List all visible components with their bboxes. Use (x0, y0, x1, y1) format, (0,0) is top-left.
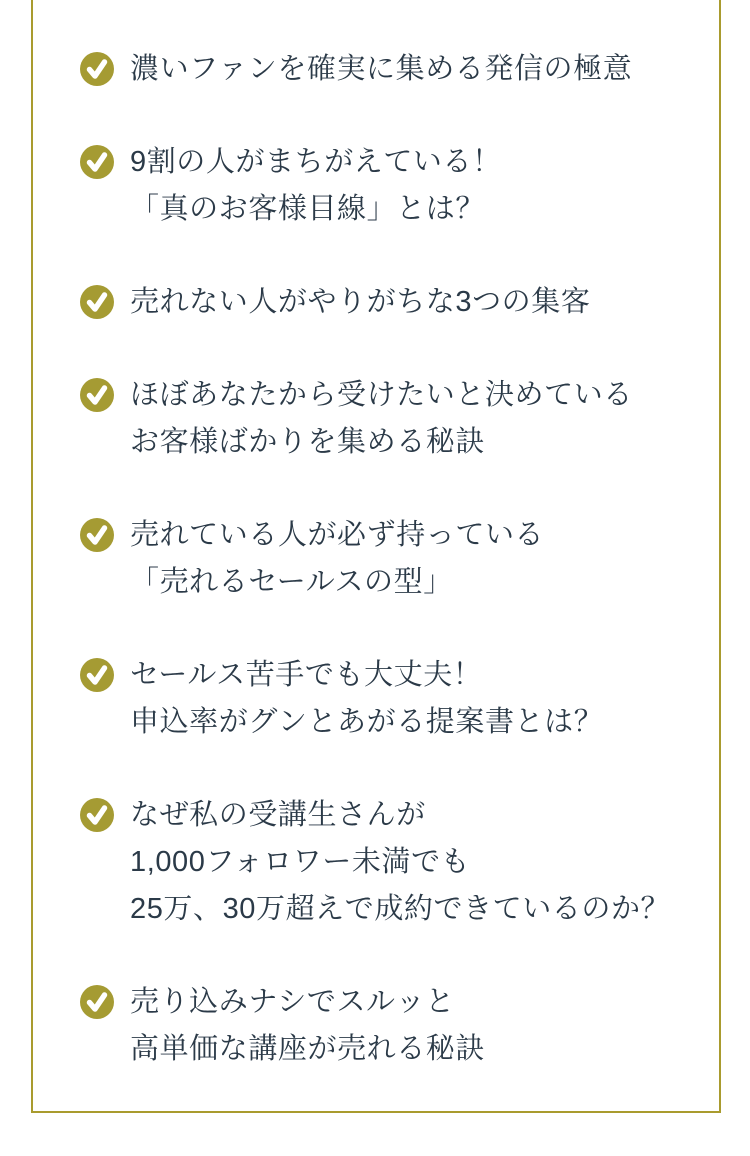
checklist-item-line: セールス苦手でも大丈夫！ (130, 659, 483, 691)
checklist-item (80, 46, 699, 93)
checklist-item-line: 「真のお客様目線」とは？ (130, 193, 485, 225)
checklist-item-text (130, 139, 502, 233)
checklist-item-line: 売り込みナシでスルッと (130, 986, 455, 1018)
checklist-item (80, 512, 699, 606)
checklist-item-line: 1,000フォロワー未満でも (130, 846, 471, 878)
checklist-item (80, 279, 699, 326)
checklist-item-line: お客様ばかりを集める秘訣 (130, 426, 485, 458)
checklist-item (80, 979, 699, 1073)
checklist-item-text (130, 512, 544, 606)
checklist-item-line: ほぼあなたから受けたいと決めている (130, 379, 633, 411)
checklist-item (80, 372, 699, 466)
benefits-checklist-panel (31, 0, 721, 1113)
checklist-item-line: 25万、30万超えで成約できているのか？ (130, 893, 671, 925)
checklist-item-line: 高単価な講座が売れる秘訣 (130, 1033, 485, 1065)
checklist-item-line: 売れない人がやりがちな3つの集客 (130, 286, 591, 318)
check-circle-icon (80, 985, 114, 1019)
check-circle-icon (80, 285, 114, 319)
checklist-item (80, 652, 699, 746)
checklist-item-text (130, 279, 590, 326)
checklist-item-line: 売れている人が必ず持っている (130, 519, 545, 551)
checklist-item-line: 「売れるセールスの型」 (130, 566, 453, 598)
checklist-item-text (130, 792, 670, 933)
checklist-item-line: なぜ私の受講生さんが (130, 799, 426, 831)
checklist-item-text (130, 372, 633, 466)
check-circle-icon (80, 145, 114, 179)
checklist-item-line: 9割の人がまちがえている！ (130, 146, 502, 178)
checklist-item (80, 139, 699, 233)
checklist-item-text (130, 652, 603, 746)
checklist-item-text (130, 46, 632, 93)
checklist (33, 0, 719, 1073)
checklist-item-line: 濃いファンを確実に集める発信の極意 (130, 53, 633, 85)
check-circle-icon (80, 52, 114, 86)
checklist-item (80, 792, 699, 933)
checklist-item-text (130, 979, 485, 1073)
check-circle-icon (80, 518, 114, 552)
checklist-item-line: 申込率がグンとあがる提案書とは？ (130, 706, 604, 738)
check-circle-icon (80, 658, 114, 692)
check-circle-icon (80, 798, 114, 832)
check-circle-icon (80, 378, 114, 412)
